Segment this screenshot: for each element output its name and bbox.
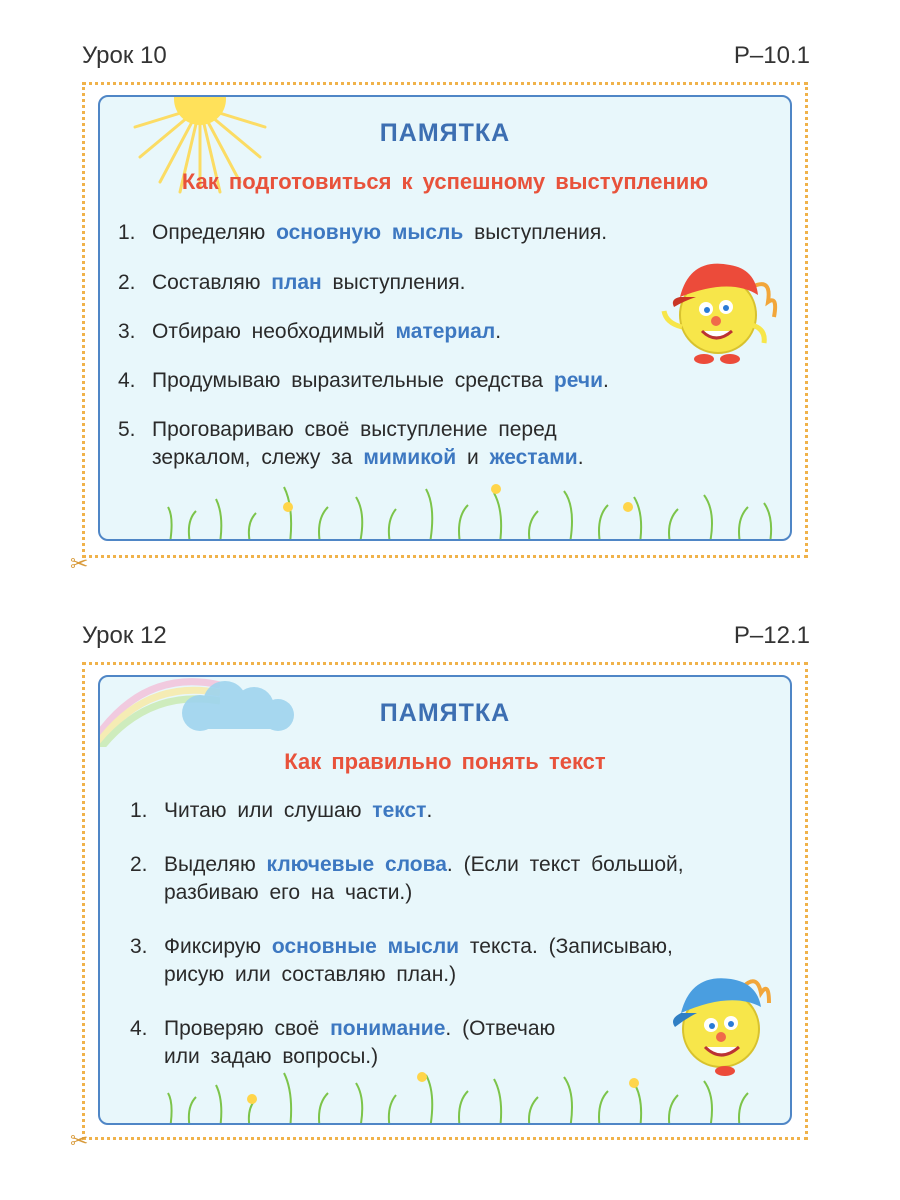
item-number: 1. xyxy=(118,221,136,244)
keyword-text: материал xyxy=(395,320,496,343)
smiling-mascot-icon xyxy=(660,247,780,372)
keyword-text: понимание xyxy=(330,1017,446,1040)
keyword-text: основную мысль xyxy=(276,221,464,244)
item-text: Проговариваю своё выступление перед xyxy=(152,418,557,441)
keyword-text: мимикой xyxy=(363,446,457,469)
item-text: выступления. xyxy=(463,221,608,244)
item-number: 4. xyxy=(130,1017,148,1040)
lesson-header xyxy=(80,42,810,76)
lesson-code: Р–10.1 xyxy=(733,42,810,69)
item-number: 1. xyxy=(130,799,148,822)
keyword-text: основные мысли xyxy=(271,935,460,958)
item-text: и xyxy=(456,446,490,469)
item-line xyxy=(152,219,698,247)
item-text: . xyxy=(577,446,584,469)
item-text: зеркалом, слежу за xyxy=(152,446,364,469)
item-text: или задаю вопросы.) xyxy=(164,1045,379,1068)
item-text: . (Если текст большой, xyxy=(446,853,684,876)
item-text: разбиваю его на части.) xyxy=(164,881,413,904)
item-number: 5. xyxy=(118,418,136,441)
item-line xyxy=(164,933,770,961)
item-text: выступления. xyxy=(321,271,466,294)
lesson-number: Урок 10 xyxy=(82,42,167,69)
item-text: Составляю xyxy=(152,271,272,294)
lesson-code: Р–12.1 xyxy=(733,622,810,649)
list-item xyxy=(118,367,698,395)
grass-icon xyxy=(160,477,780,541)
keyword-text: жестами xyxy=(489,446,578,469)
memo-list xyxy=(118,219,698,472)
list-item xyxy=(130,851,770,907)
scissors-icon: ✂ xyxy=(70,1128,89,1153)
item-number: 2. xyxy=(130,853,148,876)
list-item xyxy=(118,269,698,297)
list-item xyxy=(118,219,698,247)
item-text: Отбираю необходимый xyxy=(152,320,396,343)
item-text: Читаю или слушаю xyxy=(164,799,373,822)
item-line xyxy=(164,797,770,825)
item-line xyxy=(152,318,698,346)
lesson-number: Урок 12 xyxy=(82,622,167,649)
keyword-text: ключевые слова xyxy=(266,853,447,876)
item-text: . xyxy=(426,799,433,822)
item-text: Выделяю xyxy=(164,853,267,876)
list-item xyxy=(130,797,770,825)
item-line xyxy=(152,269,698,297)
item-number: 2. xyxy=(118,271,136,294)
list-item xyxy=(118,318,698,346)
scissors-icon: ✂ xyxy=(70,551,89,576)
item-text: текста. (Записываю, xyxy=(459,935,673,958)
item-text: Продумываю выразительные средства xyxy=(152,369,554,392)
memo-subtitle: Как подготовиться к успешному выступлению xyxy=(181,169,709,194)
item-line xyxy=(164,879,770,907)
list-item xyxy=(118,416,698,472)
item-text: . (Отвечаю xyxy=(445,1017,556,1040)
memo-subtitle: Как правильно понять текст xyxy=(284,749,606,774)
memo-card xyxy=(98,95,792,541)
item-line xyxy=(152,416,698,444)
item-text: Проверяю своё xyxy=(164,1017,331,1040)
memo-card xyxy=(98,675,792,1125)
item-line xyxy=(152,367,698,395)
memo-title: ПАМЯТКА xyxy=(379,119,511,147)
item-number: 3. xyxy=(118,320,136,343)
item-text: Фиксирую xyxy=(164,935,272,958)
item-number: 3. xyxy=(130,935,148,958)
keyword-text: текст xyxy=(372,799,427,822)
grass-icon xyxy=(160,1063,780,1125)
item-number: 4. xyxy=(118,369,136,392)
item-text: . xyxy=(495,320,502,343)
item-line xyxy=(152,444,698,472)
item-line xyxy=(164,851,770,879)
item-text: . xyxy=(603,369,609,392)
memo-title: ПАМЯТКА xyxy=(379,699,511,727)
item-text: Определяю xyxy=(152,221,277,244)
keyword-text: план xyxy=(271,271,322,294)
lesson-header xyxy=(80,622,810,656)
item-text: рисую или составляю план.) xyxy=(164,963,457,986)
keyword-text: речи xyxy=(553,369,604,392)
